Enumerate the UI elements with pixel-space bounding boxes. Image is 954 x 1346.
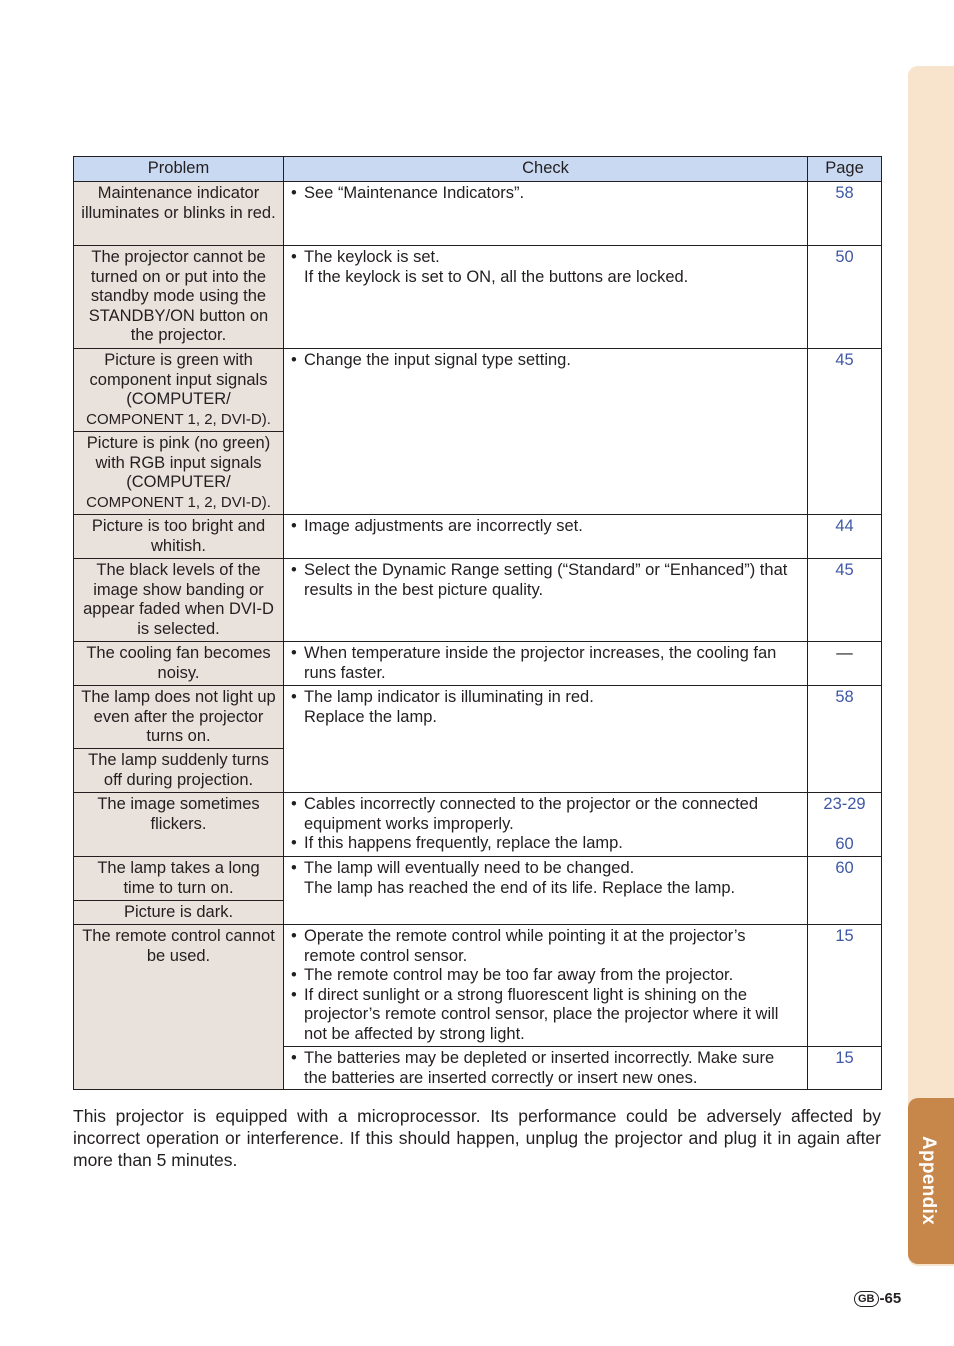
- check-detail: If the keylock is set to ON, all the buttons are locked.: [304, 267, 689, 286]
- problem-cell: The lamp suddenly turns off during projection.: [74, 749, 284, 793]
- check-cell: [284, 349, 808, 515]
- problem-cell: The image sometimes flickers.: [74, 793, 284, 857]
- check-item: • When temperature inside the projector increases, the cooling fan runs faster.: [291, 644, 777, 682]
- table-row: [74, 515, 882, 559]
- page-ref-link[interactable]: 58: [808, 686, 882, 793]
- table-row: [74, 793, 882, 857]
- troubleshooting-table: [73, 156, 882, 1090]
- header-check: Check: [284, 157, 808, 182]
- problem-cell: The lamp does not light up even after the projector turns on.: [74, 686, 284, 749]
- table-row: [74, 686, 882, 749]
- check-item: • The lamp indicator is illuminating in red.: [291, 688, 594, 706]
- table-header-row: [74, 157, 882, 182]
- problem-cell: Maintenance indicator illuminates or blinks in red.: [74, 182, 284, 246]
- check-cell: [284, 857, 808, 925]
- page-ref-link[interactable]: 58: [808, 182, 882, 246]
- problem-cell: Picture is dark.: [74, 901, 284, 925]
- check-cell: [284, 686, 808, 793]
- page-ref-link[interactable]: 23-29: [823, 795, 866, 813]
- table-row: [74, 246, 882, 349]
- check-cell: [284, 793, 808, 857]
- check-cell: [284, 1047, 808, 1090]
- check-item: • If direct sunlight or a strong fluorescent light is shining on the projector’s remote control sensor, place the projector where it will not be affected by strong light.: [291, 985, 779, 1043]
- check-detail: The lamp has reached the end of its life. Replace the lamp.: [304, 878, 736, 897]
- check-item: • Image adjustments are incorrectly set.: [291, 517, 583, 535]
- check-item: • The batteries may be depleted or inserted incorrectly. Make sure the batteries are inserted correctly or insert new ones.: [291, 1049, 775, 1087]
- check-item: • If this happens frequently, replace the lamp.: [291, 834, 623, 853]
- check-cell: [284, 642, 808, 686]
- page-ref-link[interactable]: 15: [808, 925, 882, 1047]
- appendix-tab-label: Appendix: [918, 1136, 939, 1225]
- check-cell: [284, 925, 808, 1047]
- check-detail: Replace the lamp.: [304, 707, 437, 726]
- table-row: [74, 642, 882, 686]
- check-item: • Operate the remote control while pointing it at the projector’s remote control sensor.: [291, 927, 746, 965]
- problem-cell: The remote control cannot be used.: [74, 925, 284, 1090]
- problem-cell: The cooling fan becomes noisy.: [74, 642, 284, 686]
- check-item: • See “Maintenance Indicators”.: [291, 184, 525, 202]
- page-ref-link[interactable]: 50: [808, 246, 882, 349]
- problem-cell: The projector cannot be turned on or put into the standby mode using the STANDBY/ON button on the projector.: [74, 246, 284, 349]
- problem-cell: The black levels of the image show banding or appear faded when DVI-D is selected.: [74, 559, 284, 642]
- check-item: • Select the Dynamic Range setting (“Standard” or “Enhanced”) that results in the best picture quality.: [291, 561, 788, 599]
- check-cell: [284, 559, 808, 642]
- check-item: • The keylock is set.: [291, 248, 440, 266]
- page-ref-link[interactable]: 45: [808, 349, 882, 515]
- problem-cell: Picture is too bright and whitish.: [74, 515, 284, 559]
- problem-cell: Picture is pink (no green) with RGB input signals (COMPUTER/ COMPONENT 1, 2, DVI-D).: [74, 432, 284, 515]
- table-row: [74, 559, 882, 642]
- page-ref-link[interactable]: 45: [808, 559, 882, 642]
- table-row: [74, 857, 882, 901]
- table-row: [74, 349, 882, 432]
- check-item: • Cables incorrectly connected to the projector or the connected equipment works improperly.: [291, 795, 759, 833]
- header-problem: Problem: [74, 157, 284, 182]
- check-item: • The remote control may be too far away from the projector.: [291, 966, 734, 985]
- region-badge: GB: [854, 1291, 879, 1307]
- header-page: Page: [808, 157, 882, 182]
- page-number-text: -65: [879, 1290, 902, 1307]
- table-row: [74, 182, 882, 246]
- microprocessor-note: This projector is equipped with a microprocessor. Its performance could be adversely affected by incorrect operation or interference. If this should happen, unplug the projector and plug it in again after more than 5 minutes.: [73, 1106, 881, 1170]
- page-number: [854, 1290, 901, 1307]
- side-tab-strip: [908, 66, 954, 1266]
- page-ref-link[interactable]: 60: [835, 834, 854, 853]
- page-ref-link[interactable]: 60: [808, 857, 882, 925]
- check-cell: [284, 246, 808, 349]
- page-ref-none: —: [808, 642, 882, 686]
- page-ref-cell: [808, 793, 882, 857]
- check-item: • Change the input signal type setting.: [291, 351, 571, 369]
- page-ref-link[interactable]: 44: [808, 515, 882, 559]
- problem-cell: Picture is green with component input signals (COMPUTER/ COMPONENT 1, 2, DVI-D).: [74, 349, 284, 432]
- problem-cell: The lamp takes a long time to turn on.: [74, 857, 284, 901]
- check-item: • The lamp will eventually need to be changed.: [291, 859, 635, 877]
- table-row: [74, 925, 882, 1047]
- page-ref-link[interactable]: 15: [808, 1047, 882, 1090]
- check-cell: [284, 515, 808, 559]
- check-cell: [284, 182, 808, 246]
